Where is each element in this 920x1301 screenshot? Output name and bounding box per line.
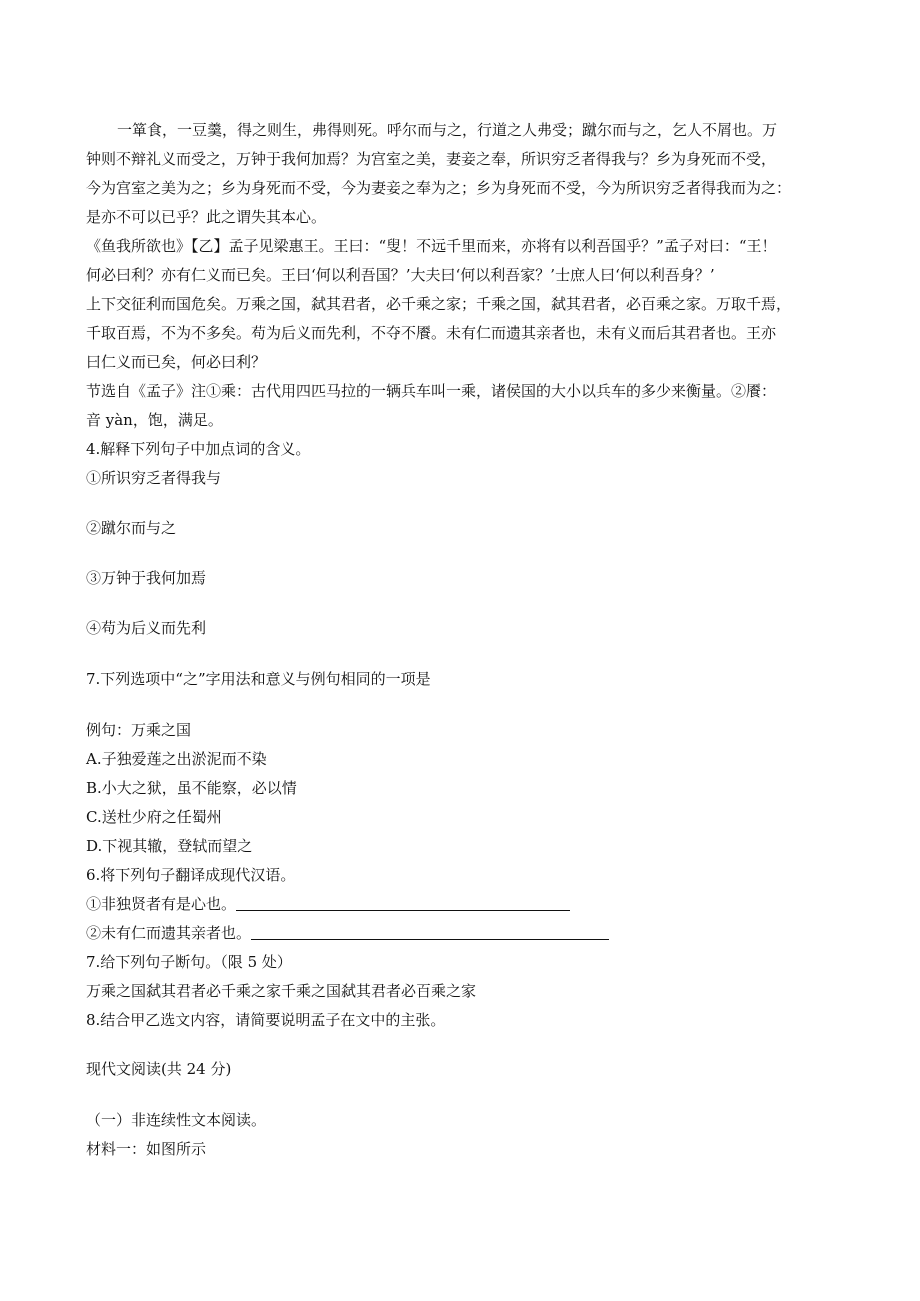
subsection-heading: （一）非连续性文本阅读。 <box>86 1111 267 1129</box>
passage-line-3: 今为宫室之美为之；乡为身死而不受，今为妻妾之奉为之；乡为身死而不受，今为所识穷乏者得我而为之： <box>86 179 792 197</box>
passage-line-5: 《鱼我所欲也》【乙】孟子见梁惠王。王曰：“叟！不远千里而来，亦将有以利吾国乎？”孟子对曰：“王！ <box>86 237 777 255</box>
passage-line-2: 钟则不辩礼义而受之，万钟于我何加焉？为宫室之美，妻妾之奉，所识穷乏者得我与？乡为身死而不受， <box>86 150 777 168</box>
question-6: 6.将下列句子翻译成现代汉语。 <box>86 866 296 884</box>
passage-line-6: 何必曰利？亦有仁义而已矣。王曰‘何以利吾国？’大夫曰‘何以利吾家？’士庶人曰‘何以利吾身？’ <box>86 266 715 284</box>
section-heading: 现代文阅读(共 24 分) <box>86 1060 232 1078</box>
translate-item-1 <box>86 894 846 914</box>
passage-line-9: 曰仁义而已矣，何必曰利？ <box>86 353 267 371</box>
option-c: C.送杜少府之任蜀州 <box>86 808 222 826</box>
option-a: A.子独爱莲之出淤泥而不染 <box>86 750 267 768</box>
question-4-item-2: ②蹴尔而与之 <box>86 519 177 537</box>
translate-item-1-text: ①非独贤者有是心也。 <box>86 895 237 913</box>
question-4-item-4: ④苟为后义而先利 <box>86 619 207 637</box>
translate-item-2 <box>86 923 846 943</box>
punctuate-sentence: 万乘之国弑其君者必千乘之家千乘之国弑其君者必百乘之家 <box>86 982 477 1000</box>
passage-line-1: 一箪食，一豆羹，得之则生，弗得则死。呼尔而与之，行道之人弗受；蹴尔而与之，乞人不屑也。万 <box>117 121 778 139</box>
annotation-line-1: 节选自《孟子》注①乘：古代用四匹马拉的一辆兵车叫一乘，诸侯国的大小以兵车的多少来衡量。②餍： <box>86 382 777 400</box>
question-4-item-1: ①所识穷乏者得我与 <box>86 469 222 487</box>
question-4-item-3: ③万钟于我何加焉 <box>86 569 207 587</box>
option-d: D.下视其辙，登轼而望之 <box>86 837 253 855</box>
question-4: 4.解释下列句子中加点词的含义。 <box>86 440 311 458</box>
passage-line-8: 千取百焉，不为不多矣。苟为后义而先利，不夺不餍。未有仁而遗其亲者也，未有义而后其君者也。王亦 <box>86 324 777 342</box>
question-7-punctuate: 7.给下列句子断句。（限 5 处） <box>86 953 292 971</box>
answer-blank[interactable] <box>251 925 609 940</box>
answer-blank[interactable] <box>236 896 570 911</box>
question-8: 8.结合甲乙选文内容，请简要说明孟子在文中的主张。 <box>86 1011 446 1029</box>
example-sentence: 例句：万乘之国 <box>86 721 192 739</box>
passage-line-7: 上下交征利而国危矣。万乘之国，弑其君者，必千乘之家；千乘之国，弑其君者，必百乘之家。万取千焉， <box>86 295 792 313</box>
annotation-line-2: 音 yàn，饱，满足。 <box>86 411 223 429</box>
question-7-choice: 7.下列选项中“之”字用法和意义与例句相同的一项是 <box>86 670 431 688</box>
passage-line-4: 是亦不可以已乎？此之谓失其本心。 <box>86 208 327 226</box>
material-one-label: 材料一：如图所示 <box>86 1140 207 1158</box>
translate-item-2-text: ②未有仁而遗其亲者也。 <box>86 924 252 942</box>
option-b: B.小大之狱，虽不能察，必以情 <box>86 779 297 797</box>
